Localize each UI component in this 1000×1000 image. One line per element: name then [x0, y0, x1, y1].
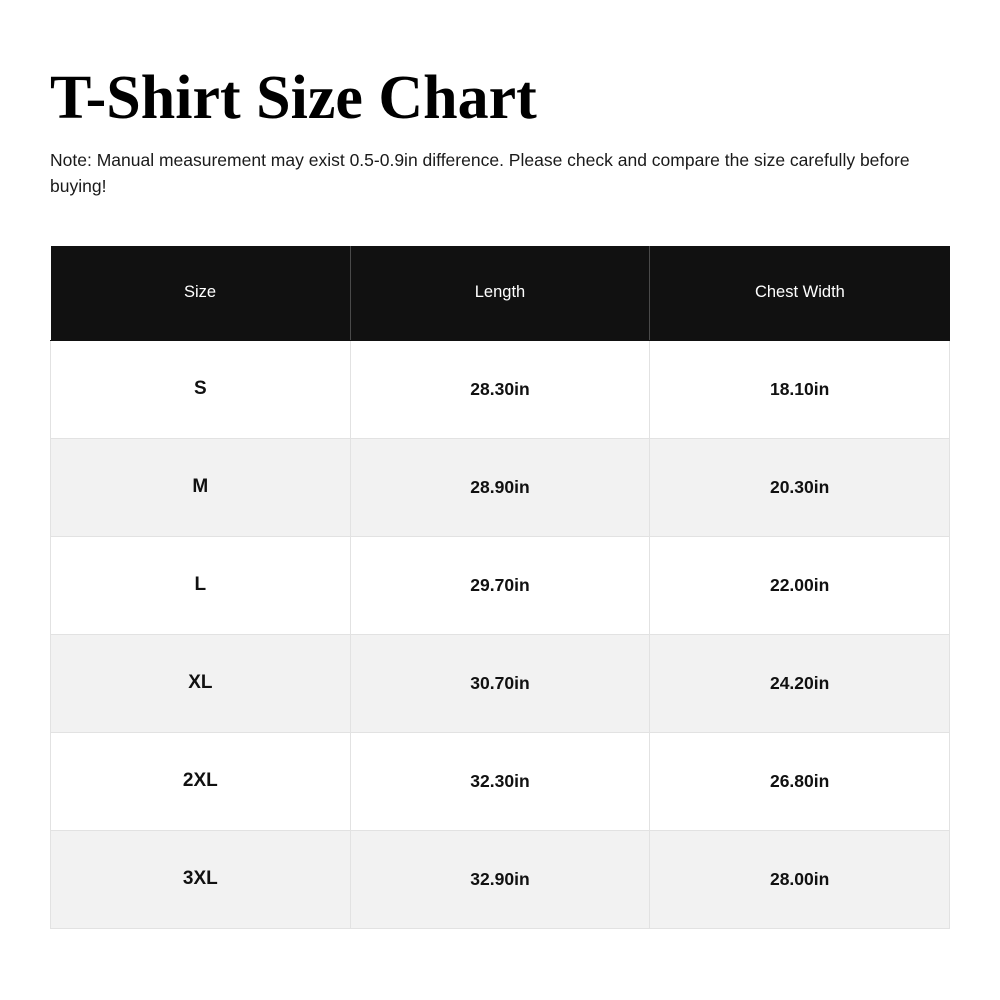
table-header-row — [51, 246, 950, 341]
cell-size: M — [51, 438, 351, 536]
table-body — [51, 340, 950, 928]
cell-size: L — [51, 536, 351, 634]
column-header-size: Size — [51, 246, 351, 341]
cell-size: 3XL — [51, 830, 351, 928]
cell-chest-width: 26.80in — [650, 732, 950, 830]
table-header — [51, 246, 950, 341]
table-row — [51, 830, 950, 928]
cell-length: 32.30in — [350, 732, 650, 830]
cell-chest-width: 24.20in — [650, 634, 950, 732]
cell-chest-width: 20.30in — [650, 438, 950, 536]
size-chart-table — [50, 246, 950, 929]
cell-length: 32.90in — [350, 830, 650, 928]
table-row — [51, 340, 950, 438]
cell-size: S — [51, 340, 351, 438]
cell-length: 29.70in — [350, 536, 650, 634]
cell-chest-width: 18.10in — [650, 340, 950, 438]
column-header-chest-width: Chest Width — [650, 246, 950, 341]
measurement-note: Note: Manual measurement may exist 0.5-0.9in difference. Please check and compare the size carefully before buying! — [50, 150, 910, 197]
cell-length: 28.90in — [350, 438, 650, 536]
table-row — [51, 536, 950, 634]
table-row — [51, 634, 950, 732]
page-title: T-Shirt Size Chart — [50, 64, 537, 132]
cell-length: 28.30in — [350, 340, 650, 438]
cell-chest-width: 22.00in — [650, 536, 950, 634]
cell-chest-width: 28.00in — [650, 830, 950, 928]
cell-length: 30.70in — [350, 634, 650, 732]
table-row — [51, 438, 950, 536]
table-row — [51, 732, 950, 830]
cell-size: 2XL — [51, 732, 351, 830]
column-header-length: Length — [350, 246, 650, 341]
cell-size: XL — [51, 634, 351, 732]
